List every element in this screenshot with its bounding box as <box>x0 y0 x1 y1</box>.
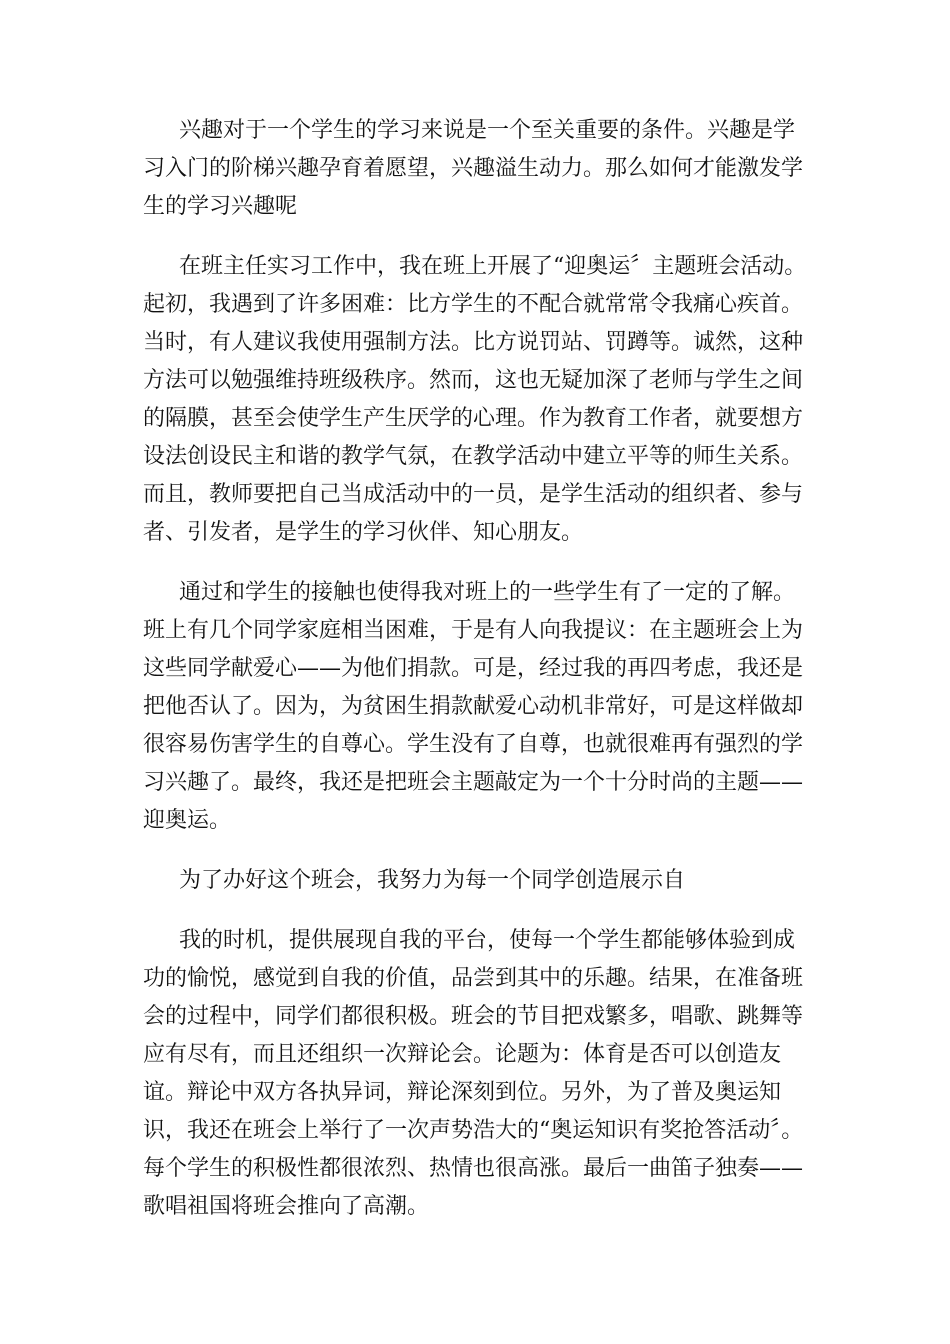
paragraph-3: 通过和学生的接触也使得我对班上的一些学生有了一定的了解。班上有几个同学家庭相当困难，于是有人向我提议：在主题班会上为这些同学献爱心——为他们捐款。可是，经过我的再四考虑，我还是把他否认了。因为，为贫困生捐款献爱心动机非常好，可是这样做却很容易伤害学生的自尊心。学生没有了自尊，也就很难再有强烈的学习兴趣了。最终，我还是把班会主题敲定为一个十分时尚的主题——迎奥运。 <box>143 580 804 833</box>
document-body <box>143 112 807 1248</box>
paragraph-4: 为了办好这个班会，我努力为每一个同学创造展示自 <box>179 868 686 893</box>
paragraph-2: 在班主任实习工作中，我在班上开展了“迎奥运〞主题班会活动。起初，我遇到了许多困难：比方学生的不配合就常常令我痛心疾首。当时，有人建议我使用强制方法。比方说罚站、罚蹲等。诚然，这种方法可以勉强维持班级秩序。然而，这也无疑加深了老师与学生之间的隔膜，甚至会使学生产生厌学的心理。作为教育工作者，就要想方设法创设民主和谐的教学气氛，在教学活动中建立平等的师生关系。而且，教师要把自己当成活动中的一员，是学生活动的组织者、参与者、引发者，是学生的学习伙伴、知心朋友。 <box>143 254 807 545</box>
paragraph-5: 我的时机，提供展现自我的平台，使每一个学生都能够体验到成功的愉悦，感觉到自我的价值，品尝到其中的乐趣。结果，在准备班会的过程中，同学们都很积极。班会的节目把戏繁多，唱歌、跳舞等应有尽有，而且还组织一次辩论会。论题为：体育是否可以创造友谊。辩论中双方各执异词，辩论深刻到位。另外，为了普及奥运知识，我还在班会上举行了一次声势浩大的“奥运知识有奖抢答活动〞。每个学生的积极性都很浓烈、热情也很高涨。最后一曲笛子独奏——歌唱祖国将班会推向了高潮。 <box>143 928 804 1219</box>
paragraph-1: 兴趣对于一个学生的学习来说是一个至关重要的条件。兴趣是学习入门的阶梯兴趣孕育着愿望，兴趣溢生动力。那么如何才能激发学生的学习兴趣呢 <box>143 118 804 219</box>
